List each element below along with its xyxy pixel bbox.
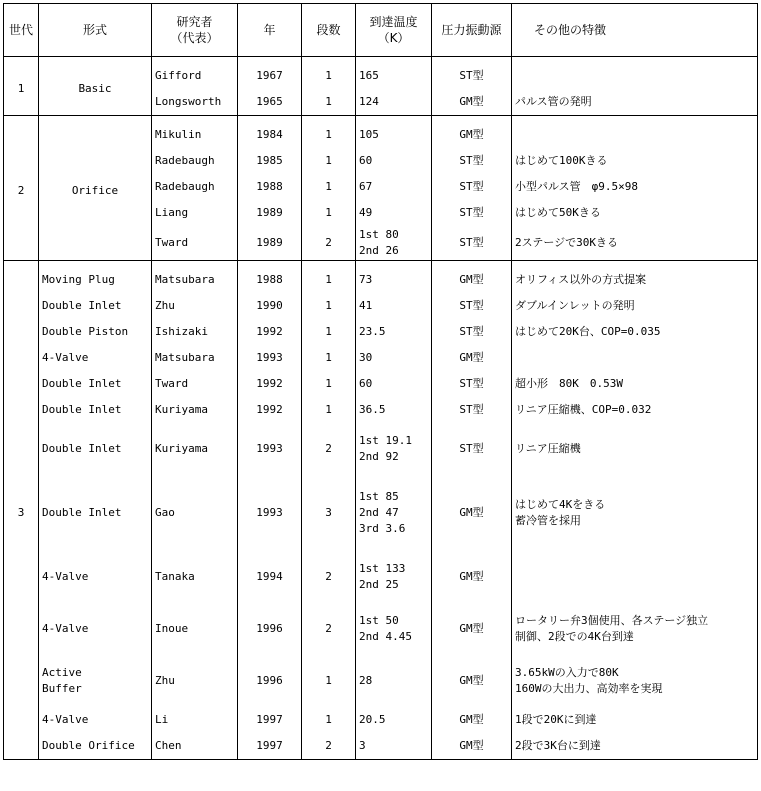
source-cell: ST型 (432, 319, 512, 345)
features-cell: はじめて50Kきる (512, 200, 758, 226)
table-row (4, 551, 758, 603)
header-source: 圧力振動源 (432, 4, 512, 57)
table-row (4, 655, 758, 707)
features-cell: 小型パルス管 φ9.5×98 (512, 174, 758, 200)
temperature-cell: 20.5 (356, 707, 432, 733)
type-cell: 4-Valve (39, 551, 152, 603)
header-stages: 段数 (302, 4, 356, 57)
features-cell: 超小形 80K 0.53W (512, 371, 758, 397)
year-cell: 1985 (238, 148, 302, 174)
header-researcher: 研究者 （代表） (152, 4, 238, 57)
stages-cell: 2 (302, 733, 356, 760)
year-cell: 1992 (238, 397, 302, 423)
year-cell: 1996 (238, 603, 302, 655)
features-cell: リニア圧縮機、COP=0.032 (512, 397, 758, 423)
header-temperature: 到達温度 （K） (356, 4, 432, 57)
year-cell: 1992 (238, 371, 302, 397)
researcher-cell: Tward (152, 371, 238, 397)
researcher-cell: Longsworth (152, 89, 238, 116)
type-cell: Basic (39, 57, 152, 116)
stages-cell: 1 (302, 200, 356, 226)
temperature-cell: 67 (356, 174, 432, 200)
stages-cell: 1 (302, 116, 356, 149)
year-cell: 1988 (238, 174, 302, 200)
source-cell: ST型 (432, 174, 512, 200)
temperature-cell: 36.5 (356, 397, 432, 423)
temperature-cell: 30 (356, 345, 432, 371)
temperature-cell: 124 (356, 89, 432, 116)
table-row (4, 116, 758, 149)
table-row (4, 475, 758, 551)
source-cell: GM型 (432, 655, 512, 707)
source-cell: GM型 (432, 475, 512, 551)
year-cell: 1990 (238, 293, 302, 319)
features-cell: 3.65kWの入力で80K 160Wの大出力、高効率を実現 (512, 655, 758, 707)
source-cell: ST型 (432, 293, 512, 319)
stages-cell: 1 (302, 261, 356, 294)
type-cell: Double Inlet (39, 423, 152, 475)
source-cell: ST型 (432, 397, 512, 423)
year-cell: 1994 (238, 551, 302, 603)
year-cell: 1989 (238, 226, 302, 261)
researcher-cell: Li (152, 707, 238, 733)
source-cell: ST型 (432, 57, 512, 90)
year-cell: 1993 (238, 345, 302, 371)
type-cell: Moving Plug (39, 261, 152, 294)
temperature-cell: 1st 133 2nd 25 (356, 551, 432, 603)
source-cell: GM型 (432, 89, 512, 116)
researcher-cell: Zhu (152, 655, 238, 707)
researcher-cell: Tward (152, 226, 238, 261)
temperature-cell: 165 (356, 57, 432, 90)
features-cell: パルス管の発明 (512, 89, 758, 116)
stages-cell: 1 (302, 293, 356, 319)
features-cell: はじめて20K台、COP=0.035 (512, 319, 758, 345)
stages-cell: 1 (302, 148, 356, 174)
features-cell: オリフィス以外の方式提案 (512, 261, 758, 294)
features-cell (512, 116, 758, 149)
temperature-cell: 23.5 (356, 319, 432, 345)
table-row (4, 371, 758, 397)
features-cell: 2ステージで30Kきる (512, 226, 758, 261)
stages-cell: 2 (302, 603, 356, 655)
temperature-cell: 60 (356, 148, 432, 174)
stages-cell: 3 (302, 475, 356, 551)
year-cell: 1989 (238, 200, 302, 226)
header-row (4, 4, 758, 57)
features-cell: 2段で3K台に到達 (512, 733, 758, 760)
temperature-cell: 73 (356, 261, 432, 294)
year-cell: 1967 (238, 57, 302, 90)
features-cell (512, 57, 758, 90)
type-cell: Double Inlet (39, 397, 152, 423)
temperature-cell: 28 (356, 655, 432, 707)
table-row (4, 397, 758, 423)
year-cell: 1993 (238, 423, 302, 475)
stages-cell: 2 (302, 551, 356, 603)
features-cell: はじめて4Kをきる 蓄冷管を採用 (512, 475, 758, 551)
pulse-tube-history-table (3, 3, 758, 760)
stages-cell: 1 (302, 89, 356, 116)
source-cell: ST型 (432, 148, 512, 174)
temperature-cell: 1st 80 2nd 26 (356, 226, 432, 261)
temperature-cell: 1st 19.1 2nd 92 (356, 423, 432, 475)
type-cell: 4-Valve (39, 707, 152, 733)
features-cell (512, 345, 758, 371)
source-cell: ST型 (432, 226, 512, 261)
table-row (4, 345, 758, 371)
temperature-cell: 41 (356, 293, 432, 319)
features-cell: はじめて100Kきる (512, 148, 758, 174)
researcher-cell: Matsubara (152, 261, 238, 294)
features-cell: 1段で20Kに到達 (512, 707, 758, 733)
source-cell: GM型 (432, 261, 512, 294)
year-cell: 1984 (238, 116, 302, 149)
header-features: その他の特徴 (512, 4, 758, 57)
year-cell: 1996 (238, 655, 302, 707)
stages-cell: 1 (302, 707, 356, 733)
researcher-cell: Mikulin (152, 116, 238, 149)
temperature-cell: 1st 50 2nd 4.45 (356, 603, 432, 655)
features-cell: ロータリー弁3個使用、各ステージ独立 制御、2段での4K台到達 (512, 603, 758, 655)
stages-cell: 1 (302, 345, 356, 371)
researcher-cell: Kuriyama (152, 423, 238, 475)
features-cell: ダブルインレットの発明 (512, 293, 758, 319)
table-row (4, 733, 758, 760)
researcher-cell: Gao (152, 475, 238, 551)
researcher-cell: Radebaugh (152, 174, 238, 200)
generation-cell: 2 (4, 116, 39, 261)
researcher-cell: Kuriyama (152, 397, 238, 423)
type-cell: 4-Valve (39, 345, 152, 371)
researcher-cell: Matsubara (152, 345, 238, 371)
header-generation: 世代 (4, 4, 39, 57)
type-cell: Double Inlet (39, 371, 152, 397)
generation-cell: 1 (4, 57, 39, 116)
source-cell: ST型 (432, 200, 512, 226)
researcher-cell: Radebaugh (152, 148, 238, 174)
temperature-cell: 49 (356, 200, 432, 226)
table-row (4, 261, 758, 294)
temperature-cell: 3 (356, 733, 432, 760)
source-cell: GM型 (432, 733, 512, 760)
researcher-cell: Zhu (152, 293, 238, 319)
source-cell: GM型 (432, 603, 512, 655)
table-row (4, 293, 758, 319)
table-row (4, 423, 758, 475)
source-cell: GM型 (432, 707, 512, 733)
header-year: 年 (238, 4, 302, 57)
source-cell: GM型 (432, 345, 512, 371)
year-cell: 1993 (238, 475, 302, 551)
researcher-cell: Inoue (152, 603, 238, 655)
stages-cell: 1 (302, 655, 356, 707)
year-cell: 1992 (238, 319, 302, 345)
generation-cell: 3 (4, 261, 39, 760)
type-cell: Orifice (39, 116, 152, 261)
type-cell: Double Inlet (39, 293, 152, 319)
source-cell: ST型 (432, 423, 512, 475)
temperature-cell: 105 (356, 116, 432, 149)
features-cell (512, 551, 758, 603)
year-cell: 1965 (238, 89, 302, 116)
temperature-cell: 60 (356, 371, 432, 397)
stages-cell: 1 (302, 397, 356, 423)
temperature-cell: 1st 85 2nd 47 3rd 3.6 (356, 475, 432, 551)
researcher-cell: Gifford (152, 57, 238, 90)
researcher-cell: Ishizaki (152, 319, 238, 345)
features-cell: リニア圧縮機 (512, 423, 758, 475)
researcher-cell: Liang (152, 200, 238, 226)
source-cell: GM型 (432, 116, 512, 149)
table-row (4, 57, 758, 90)
researcher-cell: Chen (152, 733, 238, 760)
header-type: 形式 (39, 4, 152, 57)
year-cell: 1988 (238, 261, 302, 294)
stages-cell: 1 (302, 174, 356, 200)
type-cell: Active Buffer (39, 655, 152, 707)
stages-cell: 1 (302, 57, 356, 90)
year-cell: 1997 (238, 707, 302, 733)
stages-cell: 2 (302, 226, 356, 261)
year-cell: 1997 (238, 733, 302, 760)
stages-cell: 1 (302, 319, 356, 345)
type-cell: 4-Valve (39, 603, 152, 655)
source-cell: GM型 (432, 551, 512, 603)
type-cell: Double Orifice (39, 733, 152, 760)
researcher-cell: Tanaka (152, 551, 238, 603)
table-row (4, 603, 758, 655)
source-cell: ST型 (432, 371, 512, 397)
type-cell: Double Inlet (39, 475, 152, 551)
stages-cell: 1 (302, 371, 356, 397)
table-row (4, 707, 758, 733)
stages-cell: 2 (302, 423, 356, 475)
type-cell: Double Piston (39, 319, 152, 345)
table-row (4, 319, 758, 345)
